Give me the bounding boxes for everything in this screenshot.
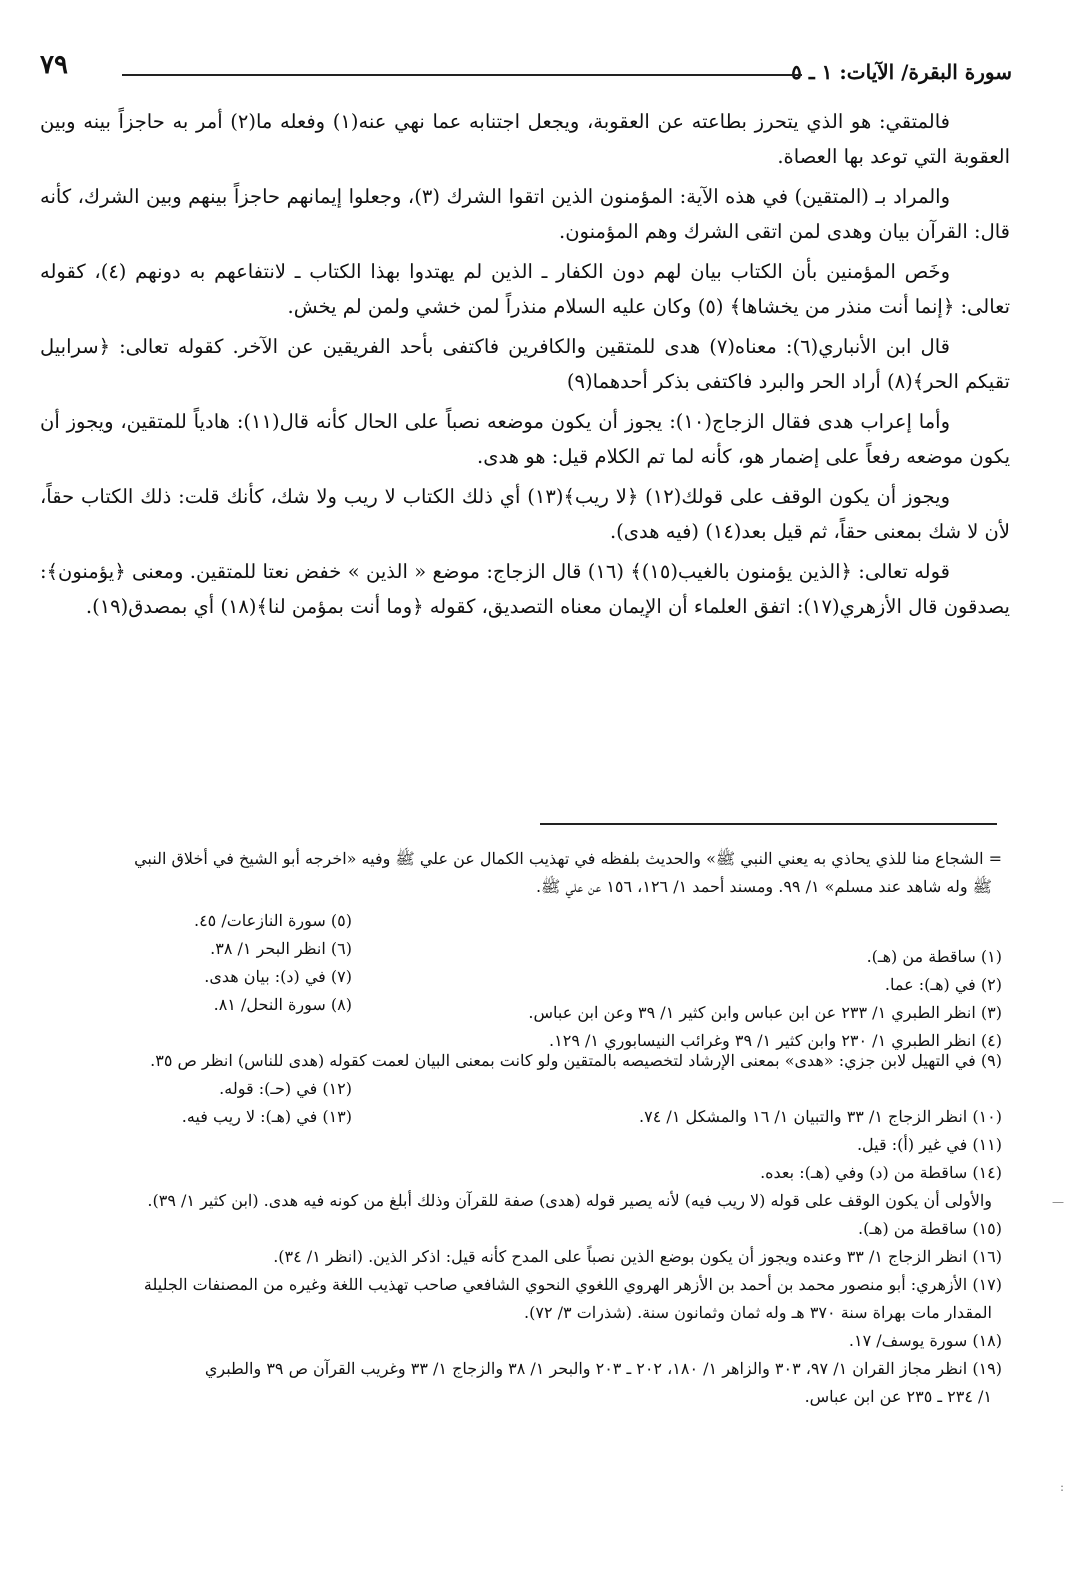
footnote-column-left <box>40 1075 352 1131</box>
footnote-item: (٥) سورة النازعات/ ٤٥. <box>193 911 352 930</box>
footnote-item: (١٢) في (حـ): قوله. <box>219 1079 352 1098</box>
footnote-item: (١٠) انظر الزجاج ١/ ٣٣ والتبيان ١/ ١٦ والمشكل ١/ ٧٤. <box>639 1107 1002 1126</box>
footnote-column-right <box>362 1075 1002 1159</box>
footnote-column-right <box>362 907 1002 1055</box>
footnote-item: (١٥) ساقطة من (هـ). <box>857 1219 1002 1238</box>
paragraph: والمراد بـ (المتقين) في هذه الآية: المؤمنون الذين اتقوا الشرك (٣)، وجعلوا إيمانهم حاجزاً بينهم وبين الشرك، كأنه قال: القرآن بيان وهدى لمن اتقى الشرك وهم المؤمنون. <box>40 185 1010 243</box>
header-rule <box>122 74 802 76</box>
footnote-continuation <box>40 845 1002 901</box>
footnote-item: (١٧) الأزهري: أبو منصور محمد بن أحمد بن الأزهر الهروي اللغوي النحوي الشافعي صاحب تهذيب اللغة وغيره من المصنفات الجليلة <box>143 1275 1002 1294</box>
footnote-item: المقدار مات بهراة سنة ٣٧٠ هـ وله ثمان وثمانون سنة. (شذرات ٣/ ٧٢). <box>524 1303 992 1322</box>
footnote-item: (٩) في التهيل لابن جزي: «هدى» بمعنى الإرشاد لتخصيصه بالمتقين ولو كانت بمعنى البيان لعمت كقوله (هدى للناس) انظر ص ٣٥. <box>150 1051 1002 1070</box>
footnote-item: (٨) سورة النحل/ ٨١. <box>213 995 352 1014</box>
paragraph: وخَص المؤمنين بأن الكتاب بيان لهم دون الكفار ـ الذين لم يهتدوا بهذا الكتاب ـ لانتفاعهم به دونهم (٤)، كقوله تعالى: ﴿إنما أنت منذر من يخشاها﴾ (٥) وكان عليه السلام منذراً لمن خشي ولمن لم يخش. <box>40 260 1010 318</box>
footnote-list <box>40 1159 1002 1411</box>
footnote-columns <box>40 1075 1002 1159</box>
paragraph: ويجوز أن يكون الوقف على قولك(١٢) ﴿لا ريب﴾(١٣) أي ذلك الكتاب لا ريب ولا شك، كأنك قلت: ذلك الكتاب حقاً، لأن لا شك بمعنى حقاً، ثم قيل بعد(١٤) (فيه هدى). <box>40 485 1010 543</box>
running-title: سورة البقرة/ الآيات: ١ ـ ٥ <box>791 60 1012 84</box>
footnote-line: = الشجاع منا للذي يحاذي به يعني النبي ﷺ» والحديث بلفظه في تهذيب الكمال عن علي ﷺ وفيه «اخرجه أبو الشيخ في أخلاق النبي <box>134 849 1002 868</box>
paragraph: وأما إعراب هدى فقال الزجاج(١٠): يجوز أن يكون موضعه نصباً على الحال كأنه قال(١١): هادياً للمتقين، ويجوز أن يكون موضعه رفعاً على إضمار هو، كأنه لما تم الكلام قيل: هو هدى. <box>40 410 1010 468</box>
paragraph: فالمتقي: هو الذي يتحرز بطاعته عن العقوبة، ويجعل اجتنابه عما نهي عنه(١) وفعله ما(٢) أمر به حاجزاً بينه وبين العقوبة التي توعد بها العصاة. <box>40 110 1010 168</box>
footnote-item: (١٦) انظر الزجاج ١/ ٣٣ وعنده ويجوز أن يكون بوضع الذين نصباً على المدح كأنه قيل: اذكر الذين. (انظر ١/ ٣٤). <box>273 1247 1002 1266</box>
footnote-item: (٤) انظر الطبري ١/ ٢٣٠ وابن كثير ١/ ٣٩ وغرائب النيسابوري ١/ ١٢٩. <box>549 1031 1002 1050</box>
footnote-item: (١٩) انظر مجاز القران ١/ ٩٧، ٣٠٣ والزاهر ١/ ١٨٠، ٢٠٢ ـ ٢٠٣ والبحر ١/ ٣٨ والزجاج ١/ ٣٣ وغريب القرآن ص ٣٩ والطبري <box>204 1359 1002 1378</box>
footnote-item: والأولى أن يكون الوقف على قوله (لا ريب فيه) لأنه يصير قوله (هدى) صفة للقرآن وذلك أبلغ من كونه فيه هدى. (ابن كثير ١/ ٣٩). <box>147 1191 992 1210</box>
footnote-columns <box>40 907 1002 1050</box>
footnote-item: (١١) في غير (أ): قيل. <box>856 1135 1002 1154</box>
footnotes <box>40 845 1002 1411</box>
footnote-line: ﷺ وله شاهد عند مسلم» ١/ ٩٩. ومسند أحمد ١/ ١٢٦، ١٥٦ عن علي ﷺ. <box>535 877 992 896</box>
footnote-item: (١٣) في (هـ): لا ريب فيه. <box>181 1107 352 1126</box>
footnote-item: (٣) انظر الطبري ١/ ٢٣٣ عن ابن عباس وابن كثير ١/ ٣٩ وعن ابن عباس. <box>528 1003 1002 1022</box>
page-number: ٧٩ <box>40 50 68 80</box>
footnote-item: (٢) في (هـ): عما. <box>884 975 1002 994</box>
main-text <box>40 104 1010 629</box>
footnote-item: (٦) انظر البحر ١/ ٣٨. <box>210 939 352 958</box>
paragraph: قوله تعالى: ﴿الذين يؤمنون بالغيب(١٥)﴾ (١٦) قال الزجاج: موضع « الذين » خفض نعتا للمتقين. ومعنى ﴿يؤمنون﴾: يصدقون قال الأزهري(١٧): اتفق العلماء أن الإيمان معناه التصديق، كقوله ﴿وما أنت بمؤمن لنا﴾(١٨) أي بمصدق(١٩). <box>40 560 1010 618</box>
footnote-column-left <box>40 907 352 1019</box>
footnote-item: (١٨) سورة يوسف/ ١٧. <box>848 1331 1002 1350</box>
footnote-divider <box>540 823 997 825</box>
margin-mark: : <box>1059 1480 1064 1494</box>
footnote-item: (١٤) ساقطة من (د) وفي (هـ): بعده. <box>760 1163 1002 1182</box>
paragraph: قال ابن الأنباري(٦): معناه(٧) هدى للمتقين والكافرين فاكتفى بأحد الفريقين عن الآخر. كقوله تعالى: ﴿سرابيل تقيكم الحر﴾(٨) أراد الحر والبرد فاكتفى بذكر أحدهما(٩) <box>40 335 1010 393</box>
footnote-item: ١/ ٢٣٤ ـ ٢٣٥ عن ابن عباس. <box>804 1387 992 1406</box>
margin-mark: — <box>1052 1195 1064 1209</box>
footnote-item: (٧) في (د): بيان هدى. <box>204 967 352 986</box>
footnote-item: (١) ساقطة من (هـ). <box>866 947 1002 966</box>
page-header <box>40 44 1012 94</box>
